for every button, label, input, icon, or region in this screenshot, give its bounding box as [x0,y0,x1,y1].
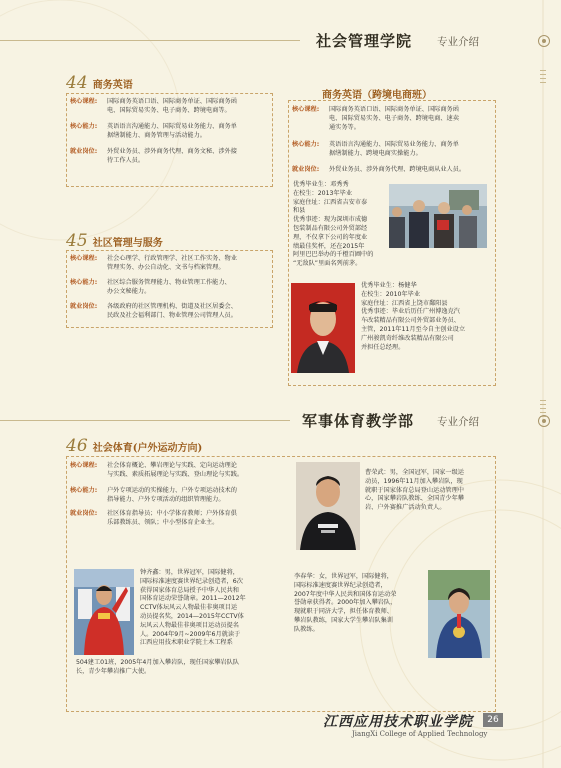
text-line: 理，不仅拿下公司的年度业 [293,233,368,241]
text-line: 社区综合服务管理能力、物业管理工作能力、 [107,279,231,286]
text-line: 优秀毕业生：邓秀秀 [293,181,349,188]
text-line: 家庭住址：江西省吉安市泰 [293,198,368,206]
text-line: 2007年度中华人民共和国体育运动荣 [294,590,397,598]
job-label: 就业岗位: [70,510,98,517]
text-line: 国体育运动荣誉勋章。2011—2012年 [140,595,246,603]
text-line: 据缮制能力、商务管理与活动能力。 [107,132,206,139]
footer-school-name-cn: 江西应用技术职业学院 [323,714,473,730]
text-line: 心，国家攀岩队教练、全国青少年攀 [365,495,464,503]
core-label: 核心课程: [70,255,98,262]
job-positions [70,302,270,319]
core-courses [70,461,285,478]
text-line: 民政及社会福利部门、物业管理公司管理人员。 [107,312,237,319]
job-positions [292,165,492,174]
major-title: 社会体育(户外运动方向) [92,443,203,454]
section-title: 社会管理学院 [316,32,413,50]
text-line: 社会体育概论、攀岩理论与实践、定向运动理论 [107,462,237,469]
text-line: 长，青少年攀岩推广大使。 [76,667,151,675]
text-line: 获得国家体育总局授予中华人民共和 [140,586,239,594]
core-ability [292,140,492,157]
text-line: 阿里巴巴举办的千橙百圃中的 [293,251,374,259]
text-line: 曹荣武：男，全国冠军，国家一级运 [365,469,464,476]
ornament-icon [538,35,550,47]
text-line: “无敌队”里面名列前茅。 [293,260,362,268]
section-subtitle: 专业介绍 [437,416,479,428]
graduate-profile-2 [361,282,491,352]
ability-label: 核心能力: [292,141,320,148]
text-line: 外贸业务员、涉外商务代理、商务文秘、涉外接 [107,148,237,155]
text-line: 户外专项运动的实操能力、户外专项运动技术的 [107,487,237,494]
major-number: 44 [66,73,88,93]
text-line: 优秀事迹：毕业后历任广州博逸克汽 [361,308,460,316]
major-number: 46 [66,436,88,456]
athlete-profile-3 [294,573,424,635]
job-label: 就业岗位: [292,166,320,173]
text-line: 504建工01班，2005年4月加入攀岩队，现任国家攀岩队队 [76,659,240,666]
text-line: 优秀事迹：现为深圳市成德 [293,216,368,224]
job-label: 就业岗位: [70,303,98,310]
athlete-profile-1 [365,469,493,513]
athlete-profile-2-continued [76,659,276,677]
section-title: 军事体育教学部 [302,412,415,430]
job-positions [70,509,285,526]
graduate-photo-1 [389,184,487,248]
text-line: 国际标准速度赛世界纪录创造者， [294,581,387,589]
core-courses [70,254,270,271]
text-line: 主管，2011年11月至今自主创业设立 [361,325,466,333]
banner-rule [0,40,300,41]
banner-rule [0,420,290,421]
athlete-photo-1 [296,462,360,550]
job-label: 就业岗位: [70,148,98,155]
text-line: 家庭住址：江西省上饶市鄱阳县 [361,299,448,307]
text-line: 外贸业务员、涉外商务代理、跨境电商从业人员。 [329,166,466,173]
text-line: 据缮制能力、跨境电商实操能力。 [329,150,422,157]
text-line: 国际商务英语口语、国际商务单证、国际商务函 [329,106,459,113]
ability-label: 核心能力: [70,487,98,494]
text-line: 现就职于同济大学，担任体育教师、 [294,608,393,616]
text-line: 各级政府的社区管理机构、街道及社区居委会、 [107,303,237,310]
major-title-cross-border: 商务英语（跨境电商班） [322,90,432,101]
athlete-photo-3 [428,570,490,658]
text-line: 并担任总经理。 [361,343,405,351]
text-line: 电、国际贸易实务、电子商务、跨境电商等。 [107,107,231,114]
section-banner-social-management [0,30,561,52]
text-line: 社会心理学、行政管理学、社区工作实务、物业 [107,255,237,262]
text-line: 国际标准速度赛世界纪录创造者，6次 [140,577,243,585]
ability-label: 核心能力: [70,123,98,130]
core-courses [70,97,270,114]
athlete-profile-2 [140,569,280,648]
core-label: 核心课程: [292,106,320,113]
job-positions [70,147,270,164]
text-line: 就职于国家体育总局登山运动管理中 [365,486,464,494]
text-line: 攀岩队教练，国家大学生攀岩队集训 [294,616,393,624]
major-heading-45 [66,231,163,251]
core-ability [70,486,285,503]
major-heading-46 [66,436,202,456]
core-label: 核心课程: [70,98,98,105]
section-subtitle: 专业介绍 [437,36,479,48]
major-title: 社区管理与服务 [92,238,163,249]
text-line: 车改装精品有限公司外贸部业务员、 [361,317,460,325]
text-line: 英语语言沟通能力、国际贸易业务能力、商务单 [329,141,459,148]
text-line: 在校生：2010年毕业 [361,290,421,298]
core-ability [70,122,270,139]
section-banner-military-sports [0,410,561,432]
text-line: 乐部教练员、领队；中小型体育企业主。 [107,519,219,526]
athlete-photo-2 [74,569,134,655]
major-heading-44 [66,73,133,93]
ability-label: 核心能力: [70,279,98,286]
text-line: 广州骏凯奇纤维改装精品有限公司 [361,334,454,342]
text-line: 在校生：2013年毕业 [293,189,353,197]
text-line: 优秀毕业生：杨健华 [361,282,417,289]
text-line: 人。2004年9月~2009年6月就读于 [140,630,241,638]
text-line: 誉勋章获得者。2000年加入攀岩队， [294,599,397,607]
major-title: 商务英语 [92,80,133,91]
text-line: 办公文秘能力。 [107,288,151,295]
graduate-profile-1 [293,181,385,269]
graduate-photo-2 [291,283,355,373]
text-line: 动员提名奖，2014—2015年CCTV体 [140,612,244,620]
text-line: 与实践、素质拓展理论与实践、登山理论与实践。 [107,471,244,478]
text-line: 李春华：女，世界冠军，国际健将， [294,573,393,580]
text-line: 包装制品有限公司外贸部经 [293,224,368,232]
text-line: 社区体育指导员；中小学体育教师；户外体育俱 [107,510,237,517]
text-line: 和县 [293,207,306,215]
text-line: 队教练。 [294,625,319,633]
text-line: 待工作人员。 [107,157,145,164]
core-courses [292,105,492,131]
text-line: 通实务等。 [329,124,360,131]
text-line: 坛风云人物最佳非奥项目运动员提名 [140,621,239,629]
text-line: 指导能力、户外专项活动的组织管理能力。 [107,496,225,503]
major-number: 45 [66,231,88,251]
text-line: 绩最佳奖杯，还在2015年 [293,242,365,250]
text-line: 江西应用技术职业学院土木工程系 [140,639,233,647]
core-label: 核心课程: [70,462,98,469]
text-line: 岩、户外赛推广活动负责人。 [365,504,446,512]
page-number: 26 [483,713,503,727]
text-line: 英语语言沟通能力、国际贸易业务能力、商务单 [107,123,237,130]
text-line: 国际商务英语口语、国际商务单证、国际商务函 [107,98,237,105]
text-line: CCTV体坛风云人物最佳非奥项目运 [140,604,238,612]
text-line: 动员，1996年11月加入攀岩队，现 [365,477,463,485]
text-line: 管理实务、办公自动化、文书与档案管理。 [107,264,225,271]
ornament-icon [538,415,550,427]
core-ability [70,278,270,295]
text-line: 钟齐鑫：男，世界冠军，国际健将， [140,569,239,576]
footer-school-name-en: JiangXi College of Applied Technology [352,730,488,738]
text-line: 电、国际贸易实务、电子商务、跨境电商、速卖 [329,115,459,122]
